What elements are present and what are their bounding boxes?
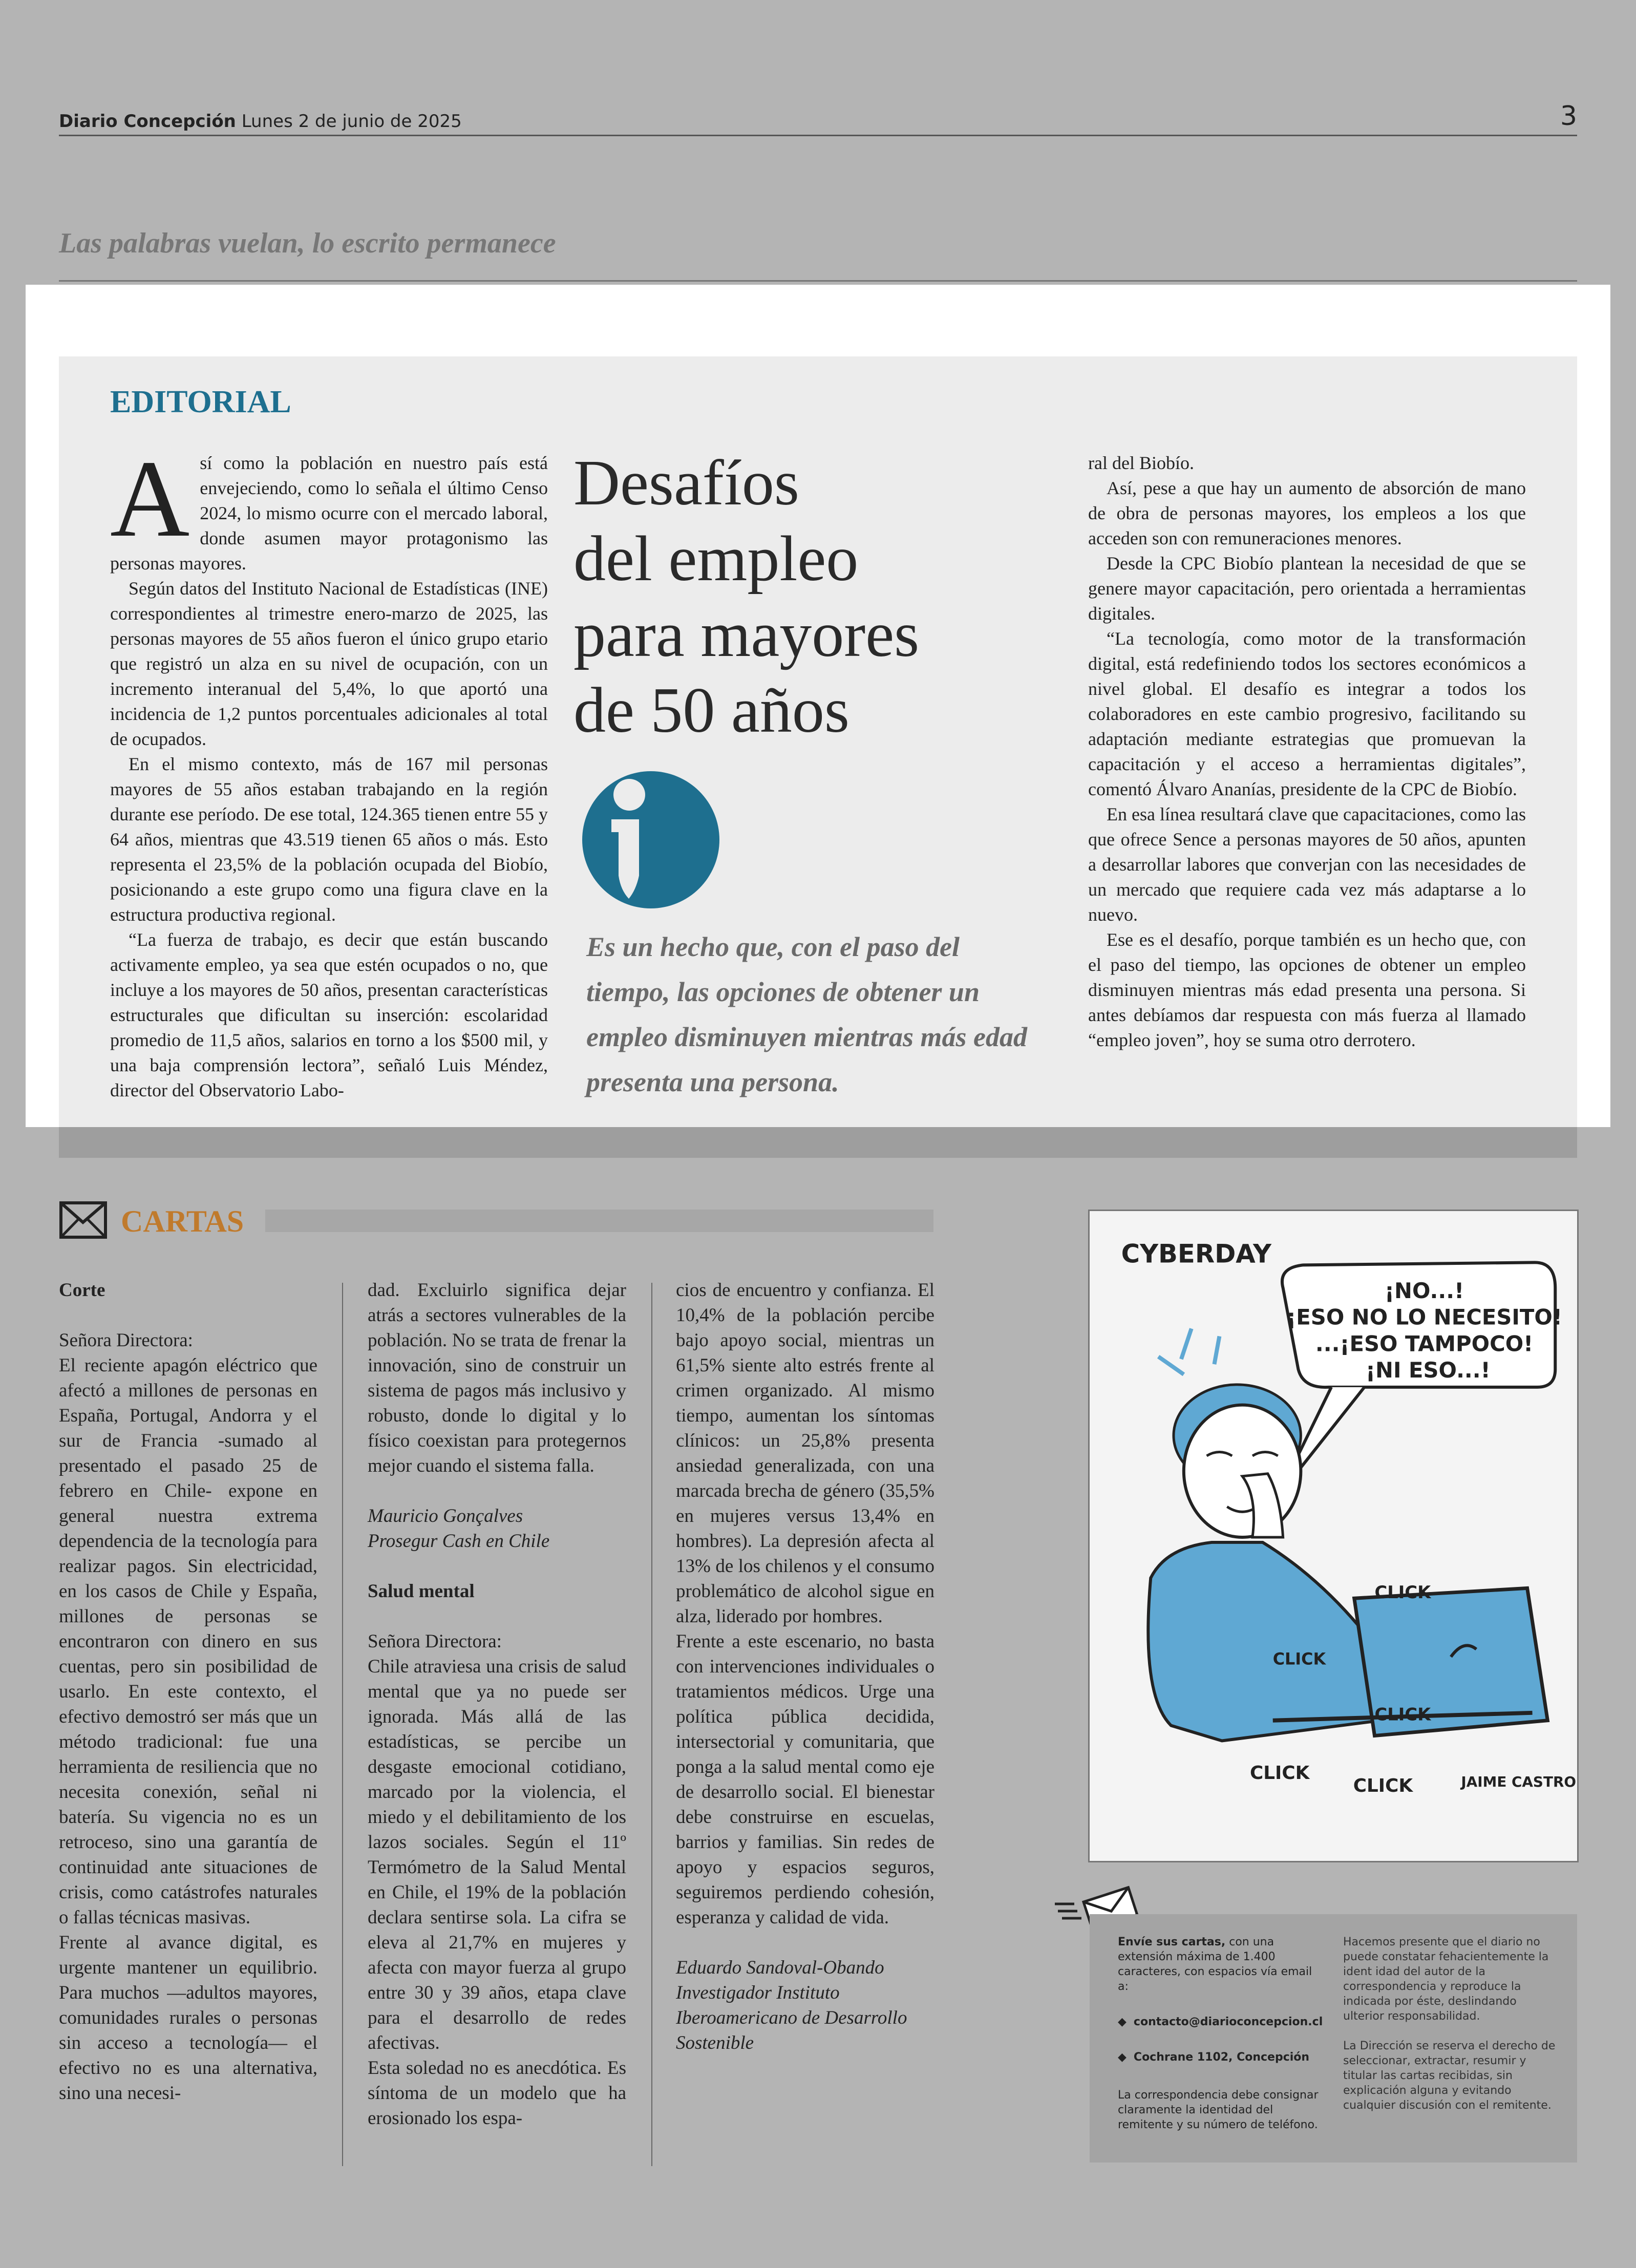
cartoon-speech: ¡NO...! ¡ESO NO LO NECESITO! ...¡ESO TAMPOCO! ¡NI ESO...! [1286,1278,1562,1383]
section-tagline: Las palabras vuelan, lo escrito permanece [59,220,1577,282]
letters-column-1 [59,1278,317,2106]
letter-paragraph: Frente a este escenario, no basta con intervenciones individuales o tratamientos médicos. Urge una política pública decidida, intersectorial y comunitaria, que ponga a la salud mental como eje de desarrollo social. El bienestar debe construirse en escuelas, barrios y familias. Sin redes de apoyo y espacios seguros, seguiremos perdiendo cohesión, esperanza y calidad de vida. [676,1631,934,1928]
letter-paragraph: dad. Excluirlo significa dejar atrás a sectores vulnerables de la población. No se trata de frenar la innovación, sino de construir un sistema de pagos más inclusivo y robusto, donde lo digital y lo físico coexistan para protegernos mejor cuando el sistema falla. [368,1280,626,1476]
cartas-label: CARTAS [121,1204,244,1238]
send-letters-info [1090,1914,1577,2163]
info-icon [582,768,720,912]
letter-affiliation: Investigador Instituto Iberoamericano de Desarrollo Sostenible [676,1982,907,2053]
editorial-headline [573,446,1034,749]
issue-date: Lunes 2 de junio de 2025 [241,111,462,132]
letter-paragraph: cios de encuentro y confianza. El 10,4% de la población percibe bajo apoyo social, mientras un 61,5% siente alto estrés frente al crimen organizado. Al mismo tiempo, aumentan los síntomas clínicos: un 25,8% presenta ansiedad generalizada, con una marcada brecha de género (35,5% en mujeres versus 13,4% en hombres). La depresión afecta al 13% de los chilenos y el consumo problemático de alcohol sigue en alza, liderado por hombres. [676,1280,934,1627]
editorial-bottom-bar [59,1127,1577,1158]
cartoon-signature: JAIME CASTRO [1461,1773,1577,1790]
letter-paragraph: Esta soledad no es anecdótica. Es síntoma de un modelo que ha erosionado los espa- [368,2058,626,2129]
letter-salutation: Señora Directora: [368,1631,502,1652]
letter-paragraph: El reciente apagón eléctrico que afectó a millones de personas en España, Portugal, Andorra y el sur de Francia -sumado al presentado el pasado 25 de febrero en Chile- expone en general nuestra extrema dependencia de la tecnología para realizar pagos. Sin electricidad, en los casos de Chile y España, millones de personas se encontraron con dinero en sus cuentas, pero sin posibilidad de usarlo. En este contexto, el efectivo demostró ser más que un método tradicional: fue una herramienta de resiliencia que no necesita conexión, señal ni batería. Su vigencia no es un retroceso, sino una garantía de continuidad ante situaciones de crisis, como catástrofes naturales o fallas técnicas masivas. [59,1355,317,1928]
letters-column-3 [676,1278,934,2055]
letter-paragraph: Chile atraviesa una crisis de salud mental que ya no puede ser ignorada. Más allá de las estadísticas, se percibe un desgaste emocional cotidiano, marcado por la violencia, el miedo y el debilitamiento de los lazos sociales. Según el 11º Termómetro de la Salud Mental en Chile, el 19% de la población declara sentirse sola. La cifra se eleva al 21,7% en mujeres y afecta con mayor fuerza al grupo entre 30 y 39 años, etapa clave para el desarrollo de redes afectivas. [368,1656,626,2053]
editorial-pullquote: Es un hecho que, con el paso del tiempo, las opciones de obtener un empleo disminuyen mientras más edad presenta una persona. [586,931,1028,1097]
headline-line: de 50 años [573,675,849,746]
page-header [59,102,1577,136]
cartas-header-bar [265,1210,933,1232]
editorial-paragraph: “La fuerza de trabajo, es decir que están buscando activamente empleo, ya sea que estén ocupados o no, que incluye a los mayores de 50 años, presentan características estructurales que dificultan su inserción: escolaridad promedio de 11,5 años, salarios en torno a los $500 mil, y una baja comprensión lectora”, señaló Luis Méndez, director del Observatorio Labo- [110,929,548,1100]
letter-signature: Eduardo Sandoval-Obando [676,1957,884,1978]
letter-salutation: Señora Directora: [59,1330,193,1351]
cartoon-sound-effects: CLICK [1250,1763,1310,1784]
letter-paragraph: Frente al avance digital, es urgente mantener un equilibrio. Para muchos —adultos mayores, comunidades rurales o personas sin acceso a tecnología— el efectivo no es una alternativa, sino una necesi- [59,1932,317,2104]
editorial-column-3 [1088,451,1526,1053]
editorial-paragraph: Así, pese a que hay un aumento de absorción de mano de obra de personas mayores, los empleos a los que acceden son con remuneraciones menores. [1088,478,1526,548]
editorial-paragraph: Según datos del Instituto Nacional de Estadísticas (INE) correspondientes al trimestre enero-marzo de 2025, las personas mayores de 55 años fueron el único grupo etario que registró un alza en su nivel de ocupación, con un incremento interanual del 5,4%, lo que aportó una incidencia de 1,2 puntos porcentuales adicionales al total de ocupados. [110,578,548,749]
editorial-paragraph: ral del Biobío. [1088,453,1194,473]
column-divider [342,1283,343,2166]
paragraph-text: sí como la población en nuestro país está envejeciendo, como lo señala el último Censo 2024, lo mismo ocurre con el mercado laboral, donde asumen mayor protagonismo las personas mayores. [110,453,548,574]
cartoon-sound-effects: CLICK [1374,1582,1431,1603]
send-info-right [1343,1935,1558,2113]
masthead [59,111,462,132]
cartoon-sound-effects: CLICK [1272,1649,1326,1669]
editorial-paragraph: “La tecnología, como motor de la transformación digital, está redefiniendo todos los sectores económicos a nivel global. El desafío es integrar a todos los colaboradores en este cambio progresivo, facilitando su adaptación mediante estrategias que promuevan la capacitación y el acceso a herramientas digitales”, comentó Álvaro Ananías, presidente de la CPC de Biobío. [1088,628,1526,799]
contact-address: ◆ Cochrane 1102, Concepción [1118,2050,1325,2065]
envelope-icon [59,1201,108,1239]
column-divider [651,1283,652,2166]
cartoon-panel [1088,1210,1579,1862]
cartoon-illustration [1090,1211,1577,1861]
send-info-left [1118,1935,1325,2132]
editorial-paragraph: En esa línea resultará clave que capacitaciones, como las que ofrece Sence a personas mayores de 50 años, apunten a desarrollar labores que converjan con las necesidades de un mercado que requiere cada vez más adaptarse a lo nuevo. [1088,804,1526,925]
headline-line: Desafíos [573,448,799,519]
editorial-column-1 [110,437,548,1103]
page-number: 3 [1560,101,1577,132]
disclaimer-1: Hacemos presente que el diario no puede constatar fehacientemente la ident idad del autor de la correspondencia y reproduce la indicada por éste, deslindando ulterior responsabilidad. [1343,1936,1549,2023]
drop-cap: A [110,437,190,560]
letters-column-2 [368,1278,626,2131]
headline-line: del empleo [573,523,859,595]
send-instructions [1118,1935,1325,1994]
editorial-label: EDITORIAL [110,385,291,419]
cartoon-sound-effects: CLICK [1353,1775,1413,1796]
editorial-paragraph: Ese es el desafío, porque también es un hecho que, con el paso del tiempo, las opciones de obtener un empleo disminuyen mientras más edad presenta una persona. Si antes debíamos dar respuesta con más fuerza al llamado “empleo joven”, hoy se suma otro derrotero. [1088,929,1526,1050]
letter-title: Salud mental [368,1581,475,1602]
disclaimer-2: La Dirección se reserva el derecho de seleccionar, extractar, resumir y titular las cartas recibidas, sin explicación alguna y evitando cualquier discusión con el remitente. [1343,2040,1556,2112]
letter-signature: Mauricio Gonçalves [368,1506,523,1527]
paper-name: Diario Concepción [59,111,236,132]
send-note: La correspondencia debe consignar claramente la identidad del remitente y su número de teléfono. [1118,2089,1319,2131]
letter-title: Corte [59,1280,105,1301]
cartoon-title: CYBERDAY [1121,1239,1271,1269]
letter-affiliation: Prosegur Cash en Chile [368,1531,550,1552]
editorial-paragraph: Desde la CPC Biobío plantean la necesidad de que se genere mayor capacitación, pero orientada a herramientas digitales. [1088,553,1526,624]
send-lead: Envíe sus cartas, [1118,1936,1226,1948]
editorial-paragraph [110,437,548,576]
headline-line: para mayores [573,599,920,670]
contact-email: ◆ contacto@diarioconcepcion.cl [1118,2015,1325,2029]
cartoon-sound-effects: CLICK [1374,1704,1431,1725]
send-lead-rest: con una extensión máxima de 1.400 caracteres, con espacios vía email a: [1118,1936,1312,1993]
editorial-paragraph: En el mismo contexto, más de 167 mil personas mayores de 55 años estaban trabajando en la región durante ese período. De ese total, 124.365 tienen entre 55 y 64 años, mientras que 43.519 tienen 65 años o más. Esto representa el 23,5% de la población ocupada del Biobío, posicionando a este grupo como una figura clave en la estructura productiva regional. [110,754,548,925]
